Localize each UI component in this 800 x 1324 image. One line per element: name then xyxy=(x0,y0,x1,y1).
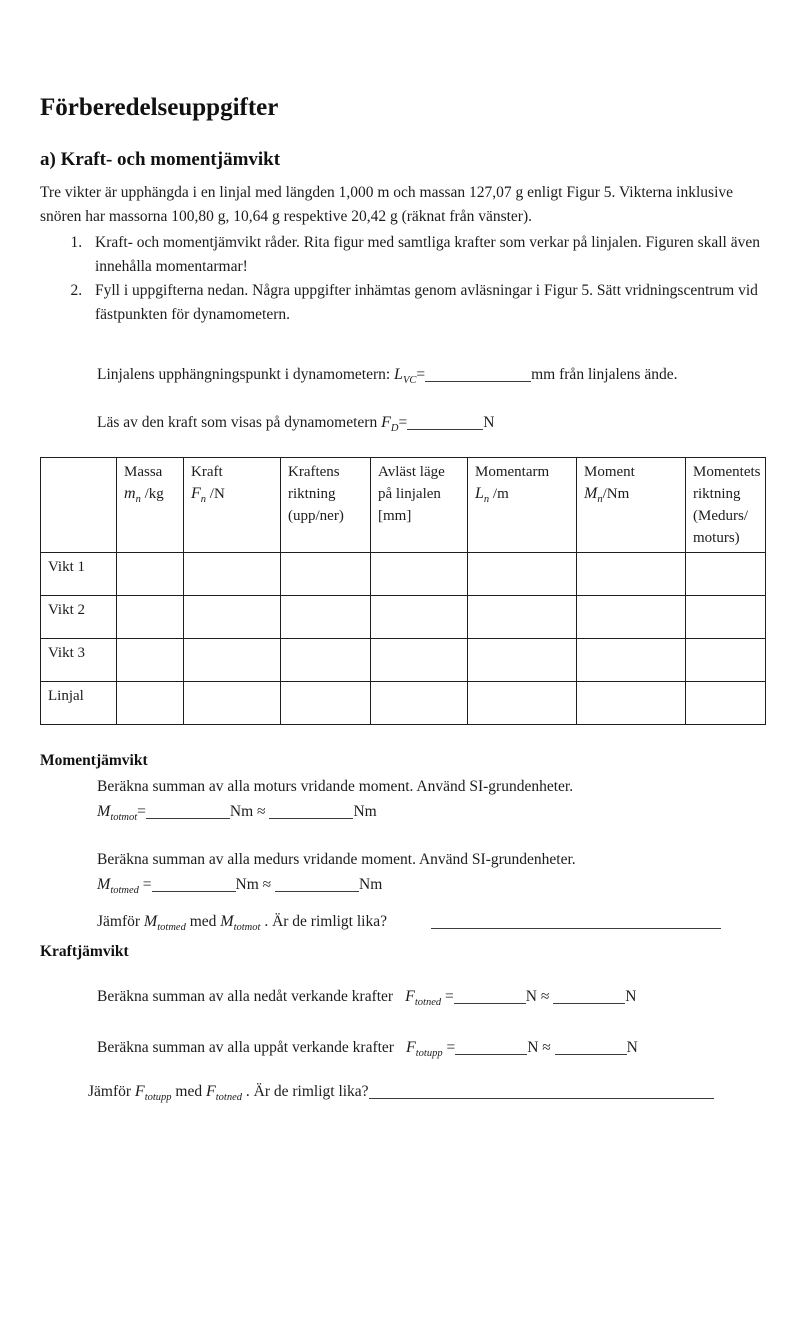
unit-nm: Nm xyxy=(359,876,383,893)
moment-cw-equation xyxy=(97,873,762,896)
compare-text: med xyxy=(185,913,221,930)
document-page xyxy=(0,93,800,1324)
equals-sign: = xyxy=(138,876,152,893)
blank-line xyxy=(431,915,721,929)
table-row-linjal xyxy=(41,682,766,725)
table-row-vikt-1 xyxy=(41,553,766,596)
table-cell xyxy=(371,639,468,682)
table-cell xyxy=(281,682,371,725)
table-cell xyxy=(117,596,184,639)
force-equilibrium-heading: Kraftjämvikt xyxy=(40,943,129,960)
variable-ftotned: F xyxy=(405,988,415,1005)
force-read-label: Läs av den kraft som visas på dynamometern xyxy=(97,414,382,431)
unit-n: N ≈ xyxy=(525,988,554,1005)
table-cell xyxy=(281,639,371,682)
table-cell xyxy=(686,596,766,639)
equals-sign: = xyxy=(416,366,426,383)
force-comparison-line: Jämför $F_{totupp}$ med $F_{totned}$ . Är de rimligt lika? xyxy=(88,1080,762,1103)
unit-n: N xyxy=(626,1039,638,1056)
unit-nm: Nm xyxy=(353,803,377,820)
unit-n: N ≈ xyxy=(527,1039,555,1056)
row-label: Vikt 1 xyxy=(41,553,117,596)
instructions-list xyxy=(40,231,762,327)
force-unit-suffix: N xyxy=(483,414,495,431)
table-header-moment: Moment $M_n/Nm$ xyxy=(577,458,686,553)
table-cell xyxy=(686,553,766,596)
table-row-vikt-2 xyxy=(41,596,766,639)
table-row-vikt-3 xyxy=(41,639,766,682)
compare-text: med xyxy=(171,1083,206,1100)
moment-comparison-line: Jämför $M_{totmed}$ med $M_{totmot}$ . Är de rimligt lika? xyxy=(97,910,762,933)
table-cell xyxy=(577,639,686,682)
force-down-equation xyxy=(97,985,762,1008)
blank-line xyxy=(269,805,353,819)
table-header-massa: Massa $m_n$ /kg xyxy=(117,458,184,553)
unit-nm: Nm ≈ xyxy=(235,876,276,893)
blank-line xyxy=(555,1041,627,1055)
variable-fd-subscript: D xyxy=(390,423,399,435)
table-cell xyxy=(371,596,468,639)
row-label: Vikt 2 xyxy=(41,596,117,639)
position-label: Linjalens upphängningspunkt i dynamometern: xyxy=(97,366,395,383)
force-down-label: Beräkna summan av alla nedåt verkande krafter xyxy=(97,988,394,1005)
table-cell xyxy=(281,553,371,596)
blank-line xyxy=(425,368,531,382)
unit-n: N xyxy=(625,988,637,1005)
compare-text: Jämför xyxy=(88,1083,135,1100)
variable-ftotned-subscript: totned xyxy=(414,997,442,1009)
table-cell xyxy=(577,682,686,725)
blank-line xyxy=(369,1085,714,1099)
row-label: Vikt 3 xyxy=(41,639,117,682)
variable-mtotmot-subscript: totmot xyxy=(110,812,138,824)
table-cell xyxy=(117,682,184,725)
table-cell xyxy=(686,639,766,682)
table-header-avlast-lage: Avläst läge på linjalen [mm] xyxy=(371,458,468,553)
compare-question: . Är de rimligt lika? xyxy=(242,1083,369,1100)
table-cell xyxy=(371,553,468,596)
moment-ccw-instruction: Beräkna summan av alla moturs vridande moment. Använd SI-grundenheter. xyxy=(97,778,574,795)
measurement-table xyxy=(40,457,766,725)
section-a-heading: a) Kraft- och momentjämvikt xyxy=(40,149,281,170)
table-cell xyxy=(577,553,686,596)
instruction-item-2: 2. Fyll i uppgifterna nedan. Några uppgifter inhämtas genom avläsningar i Figur 5. Sätt vridningscentrum vid fästpunkten för dynamometern. xyxy=(86,279,762,327)
page-title: Förberedelseuppgifter xyxy=(40,94,279,121)
table-cell xyxy=(281,596,371,639)
table-cell xyxy=(686,682,766,725)
equals-sign: = xyxy=(441,988,454,1005)
table-cell xyxy=(371,682,468,725)
table-cell xyxy=(184,639,281,682)
table-cell xyxy=(184,682,281,725)
table-cell xyxy=(468,553,577,596)
moment-ccw-equation xyxy=(97,800,762,823)
table-header-kraft: Kraft $F_n$ /N xyxy=(184,458,281,553)
blank-line xyxy=(152,878,236,892)
blank-line xyxy=(407,416,483,430)
moment-equilibrium-heading: Momentjämvikt xyxy=(40,752,148,769)
dynamometer-force-line xyxy=(97,411,762,434)
table-header-momentarm: Momentarm $L_n$ /m xyxy=(468,458,577,553)
variable-mtotmed-subscript: totmed xyxy=(110,885,139,897)
blank-line xyxy=(455,1041,527,1055)
table-header-momentets-riktning: Momentets riktning (Medurs/ moturs) xyxy=(686,458,766,553)
compare-question: . Är de rimligt lika? xyxy=(260,913,387,930)
table-cell xyxy=(468,682,577,725)
table-header-row xyxy=(41,458,766,553)
variable-mtotmed: M xyxy=(97,876,111,893)
variable-ftotupp: F xyxy=(405,1039,416,1056)
force-up-equation xyxy=(97,1036,762,1059)
intro-paragraph: Tre vikter är upphängda i en linjal med längden 1,000 m och massan 127,07 g enligt Figur 5. Vikterna inklusive snören har massorna 100,80 g, 10,64 g respektive 20,42 g (räknat från vänster). xyxy=(40,184,734,225)
variable-fd: F xyxy=(381,414,391,431)
table-cell xyxy=(117,553,184,596)
unit-nm: Nm ≈ xyxy=(229,803,270,820)
table-cell xyxy=(184,553,281,596)
table-cell xyxy=(184,596,281,639)
table-header-empty xyxy=(41,458,117,553)
table-cell xyxy=(468,596,577,639)
compare-text: Jämför xyxy=(97,913,144,930)
blank-line xyxy=(146,805,230,819)
table-cell xyxy=(468,639,577,682)
equals-sign: = xyxy=(442,1039,456,1056)
table-header-kraftens-riktning: Kraftens riktning (upp/ner) xyxy=(281,458,371,553)
equals-sign: = xyxy=(137,803,146,820)
variable-lvc: L xyxy=(394,366,403,383)
table-cell xyxy=(117,639,184,682)
row-label: Linjal xyxy=(41,682,117,725)
dynamometer-position-line xyxy=(97,363,762,386)
force-up-label: Beräkna summan av alla uppåt verkande krafter xyxy=(97,1039,394,1056)
variable-mtotmot: M xyxy=(97,803,111,820)
blank-line xyxy=(553,990,625,1004)
moment-cw-instruction: Beräkna summan av alla medurs vridande moment. Använd SI-grundenheter. xyxy=(97,851,576,868)
blank-line xyxy=(454,990,526,1004)
blank-line xyxy=(275,878,359,892)
instruction-item-1: 1. Kraft- och momentjämvikt råder. Rita figur med samtliga krafter som verkar på linjalen. Figuren skall även innehålla momentarmar! xyxy=(86,231,762,279)
equals-sign: = xyxy=(398,414,408,431)
variable-ftotupp-subscript: totupp xyxy=(415,1048,443,1060)
table-cell xyxy=(577,596,686,639)
variable-lvc-subscript: VC xyxy=(402,375,417,387)
position-unit-suffix: mm från linjalens ände. xyxy=(531,366,678,383)
